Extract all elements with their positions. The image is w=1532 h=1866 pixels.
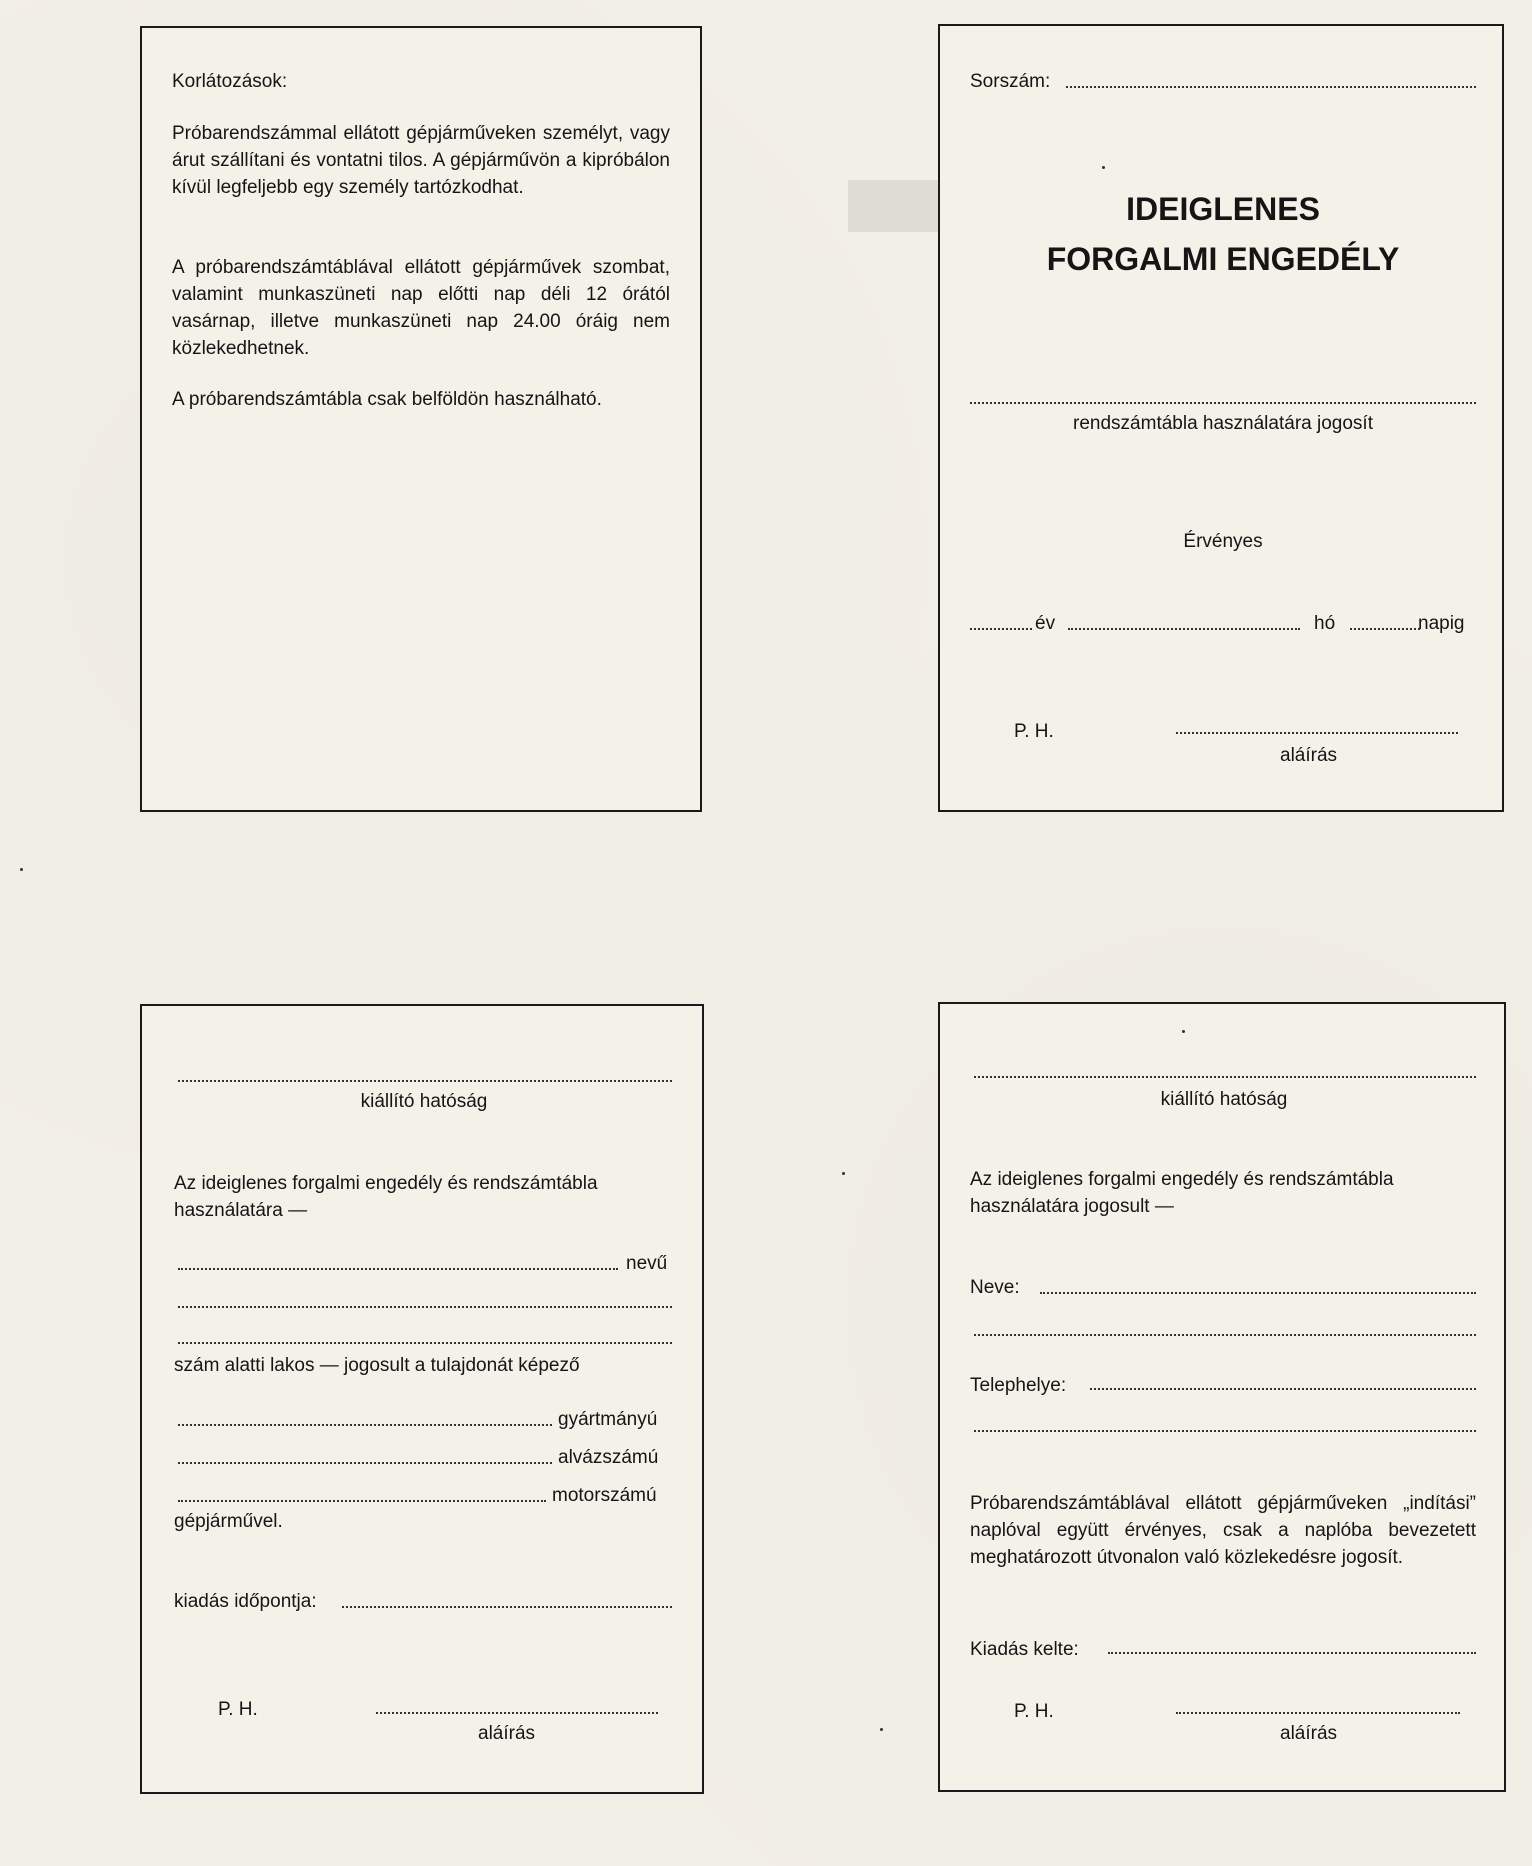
issue-date-label: Kiadás kelte: xyxy=(970,1639,1079,1660)
site-field-2[interactable] xyxy=(974,1430,1476,1432)
holder-name-field[interactable] xyxy=(1040,1292,1476,1294)
site-label: Telephelye: xyxy=(970,1375,1067,1396)
permit-cover-panel xyxy=(938,24,1504,812)
restrictions-paragraph-2: A próbarendszámtáblával ellátott gépjárművek szombat, valamint munkaszüneti nap előtti nap déli 12 órától vasárnap, illetve munkaszüneti nap 24.00 óráig nem közlekedhetnek. xyxy=(172,257,670,359)
make-field[interactable] xyxy=(178,1424,552,1426)
plate-caption: rendszámtábla használatára jogosít xyxy=(1073,413,1373,434)
make-suffix: gyártmányú xyxy=(558,1409,658,1430)
valid-day-field[interactable] xyxy=(1350,628,1420,630)
signature-label: aláírás xyxy=(1280,745,1338,766)
plate-number-field[interactable] xyxy=(970,402,1476,404)
year-label: év xyxy=(1035,613,1056,634)
signature-field[interactable] xyxy=(1176,1712,1460,1714)
scan-speck xyxy=(842,1172,845,1175)
issue-time-label: kiadás időpontja: xyxy=(174,1591,317,1612)
stamp-label: P. H. xyxy=(1014,1701,1054,1722)
scan-speck xyxy=(20,868,23,871)
issue-date-field[interactable] xyxy=(1108,1652,1476,1654)
engine-number-field[interactable] xyxy=(178,1500,546,1502)
issuer-details-panel xyxy=(140,1004,704,1794)
valid-label: Érvényes xyxy=(1183,531,1263,552)
chassis-suffix: alvázszámú xyxy=(558,1447,659,1468)
serial-number-label: Sorszám: xyxy=(970,71,1051,92)
logbook-note: Próbarendszámtáblával ellátott gépjárműveken „indítási” naplóval együtt érvényes, csak a naplóba bevezetett meghatározott útvonalon való közlekedésre jogosít. xyxy=(970,1493,1476,1568)
issue-time-field[interactable] xyxy=(342,1606,672,1608)
valid-month-field[interactable] xyxy=(1068,628,1300,630)
scan-speck xyxy=(1182,1030,1185,1033)
signature-label: aláírás xyxy=(478,1723,536,1744)
address-field-1[interactable] xyxy=(178,1306,672,1308)
serial-number-field[interactable] xyxy=(1066,86,1476,88)
day-label: napig xyxy=(1418,613,1465,634)
holder-details-panel xyxy=(938,1002,1506,1792)
site-field[interactable] xyxy=(1090,1388,1476,1390)
permit-title-line-2: FORGALMI ENGEDÉLY xyxy=(1046,241,1400,277)
holder-name-field[interactable] xyxy=(178,1268,618,1270)
issuing-authority-field[interactable] xyxy=(178,1080,672,1082)
month-label: hó xyxy=(1314,613,1336,634)
restrictions-paragraph-3: A próbarendszámtábla csak belföldön használható. xyxy=(172,389,602,410)
signature-field[interactable] xyxy=(1176,732,1458,734)
holder-name-field-2[interactable] xyxy=(974,1334,1476,1336)
address-text: szám alatti lakos — jogosult a tulajdonát képező xyxy=(174,1355,580,1376)
restrictions-heading: Korlátozások: xyxy=(172,71,288,92)
scan-speck xyxy=(880,1728,883,1731)
restrictions-panel xyxy=(140,26,702,812)
address-field-2[interactable] xyxy=(178,1342,672,1344)
issuing-authority-label: kiállító hatóság xyxy=(360,1091,488,1112)
scan-speck xyxy=(1102,166,1105,169)
engine-suffix: motorszámú xyxy=(552,1485,657,1506)
intro-text: Az ideiglenes forgalmi engedély és rendszámtábla használatára — xyxy=(174,1173,598,1221)
restrictions-paragraph-1: Próbarendszámmal ellátott gépjárműveken személyt, vagy árut szállítani és vontatni tilos. A gépjárművön a kipróbálon kívül legfeljebb egy személy tartózkodhat. xyxy=(172,123,670,198)
valid-year-field[interactable] xyxy=(970,628,1032,630)
stamp-label: P. H. xyxy=(1014,721,1054,742)
stamp-label: P. H. xyxy=(218,1699,258,1720)
name-suffix: nevű xyxy=(626,1253,668,1274)
name-label: Neve: xyxy=(970,1277,1020,1298)
issuing-authority-field[interactable] xyxy=(974,1076,1476,1078)
signature-label: aláírás xyxy=(1280,1723,1338,1744)
signature-field[interactable] xyxy=(376,1712,658,1714)
vehicle-text: gépjárművel. xyxy=(174,1511,283,1532)
issuing-authority-label: kiállító hatóság xyxy=(1160,1089,1288,1110)
permit-title-line-1: IDEIGLENES xyxy=(1126,191,1320,227)
intro-text: Az ideiglenes forgalmi engedély és rendszámtábla használatára jogosult — xyxy=(970,1169,1394,1217)
chassis-number-field[interactable] xyxy=(178,1462,552,1464)
